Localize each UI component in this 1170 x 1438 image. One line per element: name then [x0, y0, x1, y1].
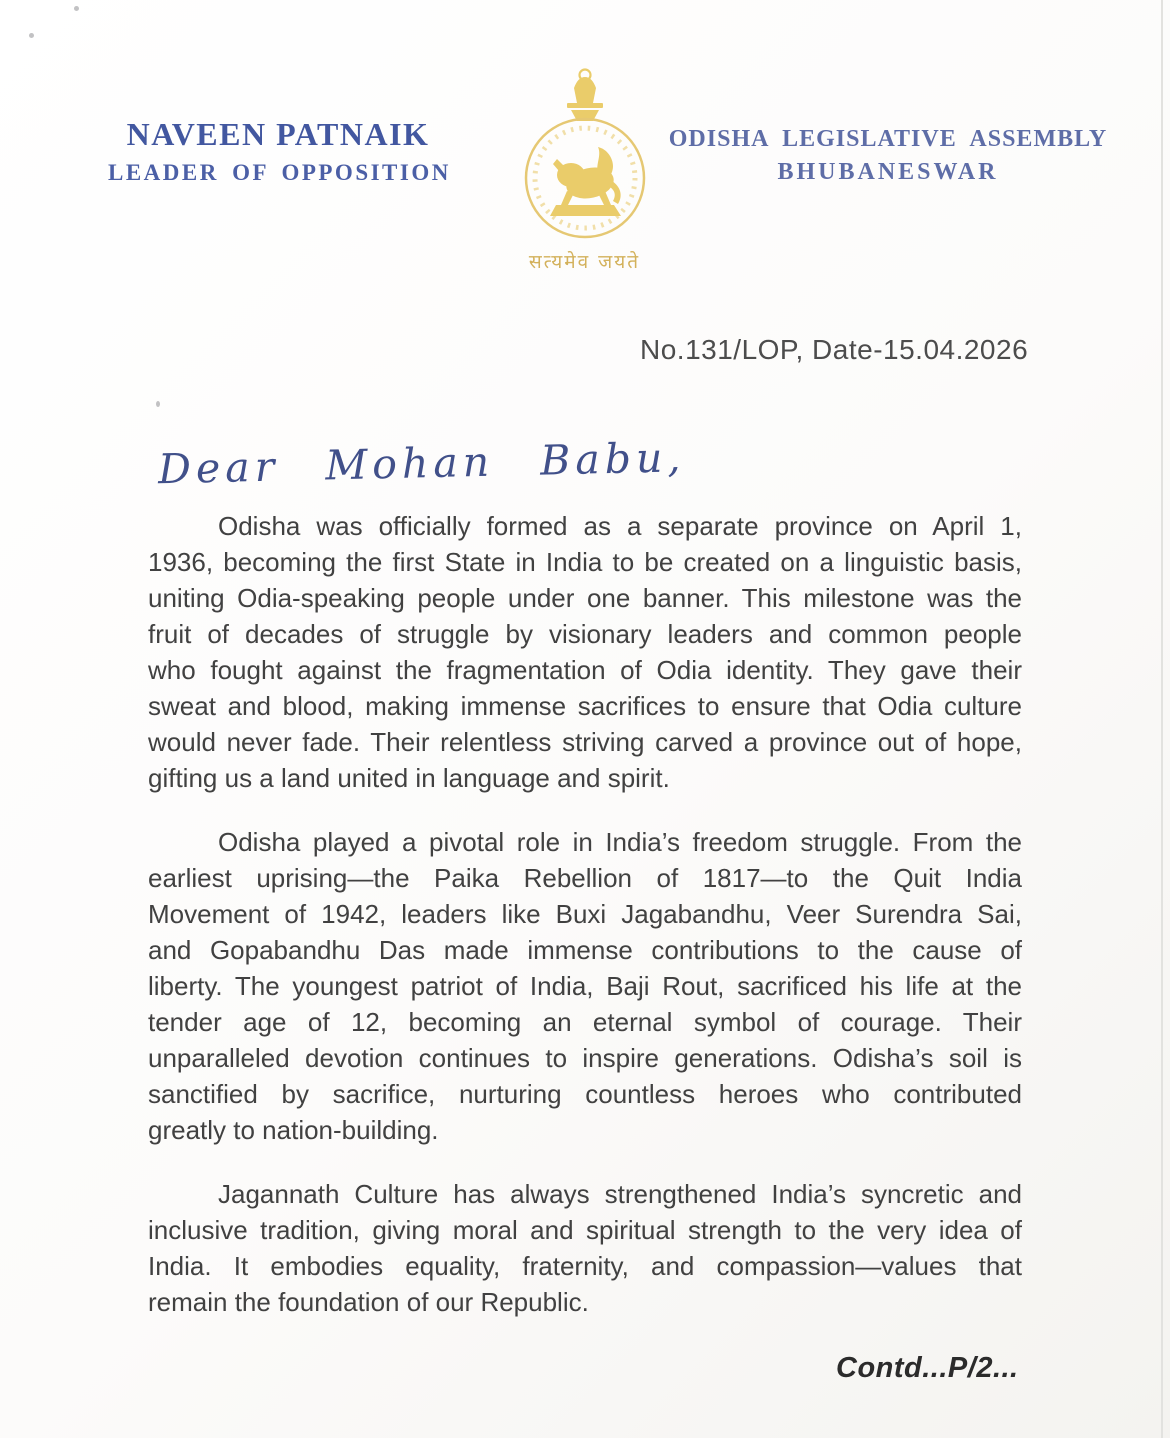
scan-speck — [74, 6, 79, 11]
assembly-city: BHUBANESWAR — [777, 159, 999, 185]
paragraph-2 — [148, 824, 1022, 1148]
body-line: greatly to nation-building. — [148, 1115, 439, 1145]
body-line: remain the foundation of our Republic. — [148, 1287, 589, 1317]
scanned-page-edge — [1161, 0, 1163, 1438]
body-line: fruit of decades of struggle by visionary leaders and common people — [148, 619, 1022, 649]
body-line: tender age of 12, becoming an eternal symbol of courage. Their — [148, 1007, 1022, 1037]
paragraph-1 — [148, 508, 1022, 796]
body-line: India. It embodies equality, fraternity, and compassion—values that — [148, 1251, 1022, 1281]
body-line: who fought against the fragmentation of Odia identity. They gave their — [148, 655, 1022, 685]
body-line: sweat and blood, making immense sacrifices to ensure that Odia culture — [148, 691, 1022, 721]
body-line: Odisha played a pivotal role in India’s freedom struggle. From the — [218, 827, 1022, 857]
body-line: Movement of 1942, leaders like Buxi Jagabandhu, Veer Surendra Sai, — [148, 899, 1022, 929]
letterhead-right — [668, 126, 1108, 186]
continuation-note: Contd...P/2... — [836, 1352, 1019, 1384]
handwritten-salutation: Dear Mohan Babu, — [157, 433, 686, 494]
body-line: and Gopabandhu Das made immense contributions to the cause of — [148, 935, 1022, 965]
scan-speck — [156, 401, 160, 407]
body-line: unparalleled devotion continues to inspire generations. Odisha’s soil is — [148, 1043, 1022, 1073]
sender-name: NAVEEN PATNAIK — [126, 116, 430, 152]
body-line: would never fade. Their relentless striving carved a province out of hope, — [148, 727, 1022, 757]
body-line: 1936, becoming the first State in India to be created on a linguistic basis, — [148, 547, 1022, 577]
reference-number-date: No.131/LOP, Date-15.04.2026 — [640, 334, 1029, 365]
body-line: uniting Odia-speaking people under one banner. This milestone was the — [148, 583, 1022, 613]
body-line: gifting us a land united in language and spirit. — [148, 763, 670, 793]
body-line: liberty. The youngest patriot of India, Baji Rout, sacrificed his life at the — [148, 971, 1022, 1001]
scan-speck — [29, 33, 34, 38]
emblem-motto: सत्यमेव जयते — [528, 251, 641, 273]
body-line: Odisha was officially formed as a separate province on April 1, — [218, 511, 1022, 541]
letter-body — [148, 508, 1022, 1348]
body-line: Jagannath Culture has always strengthened India’s syncretic and — [218, 1179, 1022, 1209]
assembly-name: ODISHA LEGISLATIVE ASSEMBLY — [668, 126, 1108, 152]
sender-title: LEADER OF OPPOSITION — [108, 160, 451, 185]
state-emblem — [492, 64, 677, 274]
body-line: earliest uprising—the Paika Rebellion of 1817—to the Quit India — [148, 863, 1022, 893]
letterhead-left — [108, 116, 451, 186]
paragraph-3 — [148, 1176, 1022, 1320]
body-line: sanctified by sacrifice, nurturing countless heroes who contributed — [148, 1079, 1022, 1109]
odisha-assembly-seal-icon — [500, 64, 670, 246]
body-line: inclusive tradition, giving moral and spiritual strength to the very idea of — [148, 1215, 1022, 1245]
